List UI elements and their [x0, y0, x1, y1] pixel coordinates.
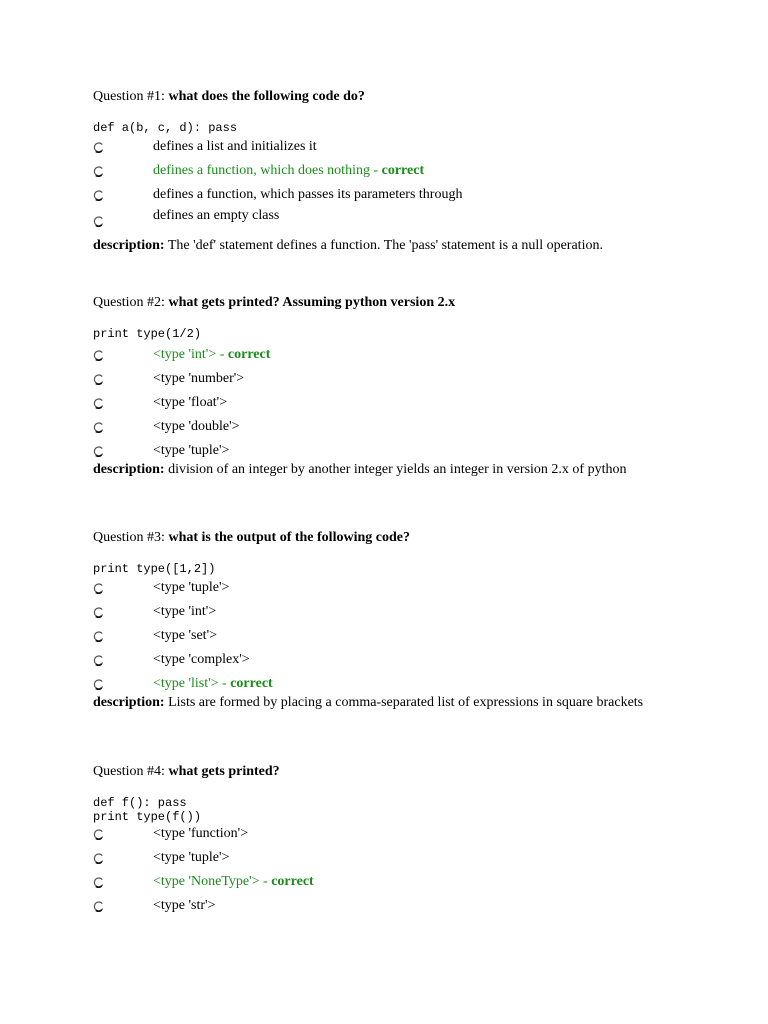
answer-text: <type 'str'>	[153, 898, 216, 913]
answer-option[interactable]	[93, 417, 673, 441]
answer-option[interactable]	[93, 896, 673, 920]
answer-text	[153, 872, 314, 892]
radio-icon[interactable]	[93, 350, 104, 361]
answer-option[interactable]	[93, 369, 673, 393]
description-text: Lists are formed by placing a comma-separated list of expressions in square brackets	[168, 695, 644, 710]
answer-text: <type 'tuple'>	[153, 580, 230, 595]
description-text: The 'def' statement defines a function. The 'pass' statement is a null operation.	[167, 238, 603, 253]
radio-icon[interactable]	[93, 190, 104, 201]
question-number: Question #1:	[93, 89, 165, 104]
answer-text: <type 'int'>	[153, 604, 217, 619]
answer-options	[93, 824, 673, 920]
radio-icon[interactable]	[93, 446, 104, 457]
answer-text-body: <type 'list'> -	[153, 676, 231, 691]
answer-text-body: <type 'NoneType'> -	[153, 874, 272, 889]
question-title	[93, 294, 673, 312]
question-number: Question #3:	[93, 530, 165, 545]
radio-icon[interactable]	[93, 901, 104, 912]
code-snippet: print type(1/2)	[93, 327, 202, 341]
description-label: description:	[93, 238, 165, 253]
question-prompt: what gets printed? Assuming python version 2.x	[168, 295, 456, 310]
answer-option[interactable]	[93, 824, 673, 848]
radio-icon[interactable]	[93, 374, 104, 385]
answer-option[interactable]	[93, 209, 673, 233]
radio-icon[interactable]	[93, 607, 104, 618]
answer-text: <type 'double'>	[153, 419, 240, 434]
answer-option-correct[interactable]	[93, 872, 673, 896]
answer-text: defines a function, which passes its parameters through	[153, 187, 463, 202]
answer-options	[93, 578, 673, 698]
answer-text	[153, 674, 273, 694]
radio-icon[interactable]	[93, 631, 104, 642]
answer-options	[93, 137, 673, 233]
answer-option-correct[interactable]	[93, 674, 673, 698]
answer-text-body: <type 'int'> -	[153, 347, 228, 362]
description	[93, 237, 673, 255]
question-4	[93, 763, 673, 920]
radio-icon[interactable]	[93, 583, 104, 594]
radio-icon[interactable]	[93, 422, 104, 433]
question-title	[93, 529, 673, 547]
correct-tag: correct	[227, 347, 271, 362]
answer-text: <type 'complex'>	[153, 652, 250, 667]
question-title	[93, 88, 673, 106]
radio-icon[interactable]	[93, 679, 104, 690]
answer-option[interactable]	[93, 441, 673, 465]
answer-option-correct[interactable]	[93, 161, 673, 185]
answer-option[interactable]	[93, 137, 673, 161]
radio-icon[interactable]	[93, 829, 104, 840]
question-prompt: what does the following code do?	[168, 89, 365, 104]
answer-option[interactable]	[93, 626, 673, 650]
description-label: description:	[93, 695, 165, 710]
answer-text: <type 'set'>	[153, 628, 217, 643]
answer-option[interactable]	[93, 578, 673, 602]
correct-tag: correct	[381, 163, 425, 178]
radio-icon[interactable]	[93, 655, 104, 666]
answer-options	[93, 345, 673, 465]
description-text: division of an integer by another integer yields an integer in version 2.x of python	[168, 462, 627, 477]
answer-option[interactable]	[93, 848, 673, 872]
radio-icon[interactable]	[93, 142, 104, 153]
code-snippet: def f(): pass print type(f())	[93, 796, 202, 824]
code-snippet: def a(b, c, d): pass	[93, 121, 238, 135]
answer-text: <type 'function'>	[153, 826, 249, 841]
question-prompt: what is the output of the following code?	[168, 530, 410, 545]
answer-text: defines a list and initializes it	[153, 139, 317, 154]
question-1	[93, 88, 673, 255]
radio-icon[interactable]	[93, 853, 104, 864]
answer-option[interactable]	[93, 650, 673, 674]
answer-text: <type 'number'>	[153, 371, 245, 386]
radio-icon[interactable]	[93, 398, 104, 409]
question-number: Question #4:	[93, 764, 165, 779]
answer-text: defines an empty class	[153, 208, 280, 223]
description-label: description:	[93, 462, 165, 477]
question-3	[93, 529, 673, 712]
question-title	[93, 763, 673, 781]
answer-text-body: defines a function, which does nothing -	[153, 163, 382, 178]
answer-text: <type 'tuple'>	[153, 850, 230, 865]
answer-text: <type 'float'>	[153, 395, 228, 410]
question-prompt: what gets printed?	[168, 764, 280, 779]
answer-text: <type 'tuple'>	[153, 443, 230, 458]
radio-icon[interactable]	[93, 166, 104, 177]
radio-icon[interactable]	[93, 877, 104, 888]
answer-option[interactable]	[93, 393, 673, 417]
answer-option-correct[interactable]	[93, 345, 673, 369]
answer-option[interactable]	[93, 602, 673, 626]
code-snippet: print type([1,2])	[93, 562, 216, 576]
correct-tag: correct	[230, 676, 273, 691]
question-2	[93, 294, 673, 479]
answer-text	[153, 161, 424, 181]
answer-text	[153, 345, 270, 365]
question-number: Question #2:	[93, 295, 165, 310]
radio-icon[interactable]	[93, 216, 104, 227]
correct-tag: correct	[271, 874, 314, 889]
